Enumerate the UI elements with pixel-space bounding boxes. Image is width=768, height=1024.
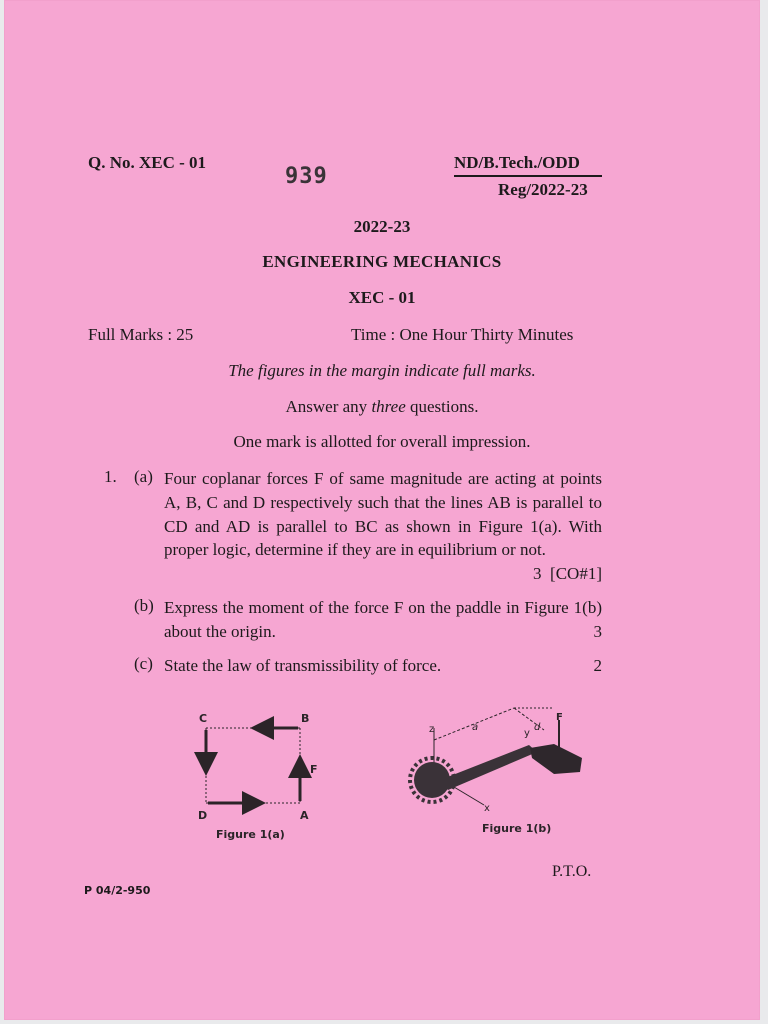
label-f-force: F	[556, 712, 563, 723]
answer-prefix: Answer any	[285, 397, 372, 416]
print-code: P 04/2-950	[84, 884, 151, 897]
part-b-marks: 3	[593, 621, 602, 641]
figure-1b-diagram	[404, 700, 589, 815]
part-a-marks-co	[533, 562, 602, 586]
reg-code: Reg/2022-23	[498, 180, 588, 199]
question-1-number: 1.	[104, 467, 117, 486]
exam-sheet	[4, 0, 760, 1020]
pto-note: P.T.O.	[552, 863, 592, 880]
answer-suffix: questions.	[405, 397, 479, 416]
header-rule	[454, 175, 602, 177]
label-d: D	[198, 809, 208, 822]
answer-instruction	[4, 397, 760, 417]
exam-year: 2022-23	[353, 217, 411, 236]
stamp-number: 939	[285, 164, 328, 189]
gear-wheel	[414, 762, 450, 798]
impression-note: One mark is allotted for overall impression.	[233, 432, 531, 451]
part-a-co: [CO#1]	[550, 564, 602, 584]
paddle-arm	[440, 745, 537, 790]
part-a-text	[164, 467, 602, 586]
label-x: x	[484, 803, 490, 814]
part-c-marks: 2	[593, 656, 602, 675]
part-a-label: (a)	[134, 467, 153, 486]
part-a-body: Four coplanar forces F of same magnitude are acting at points A, B, C and D respectively such that the lines AB is parallel to CD and AD is parallel to BC as shown in Figure 1(a). With proper logic, determine if they are in equilibrium or not.	[164, 469, 602, 560]
part-b-label: (b)	[134, 596, 154, 615]
part-c-label: (c)	[134, 654, 153, 673]
part-c-body: State the law of transmissibility of force.	[164, 656, 442, 675]
part-a-marks: 3	[533, 564, 542, 584]
label-b: B	[301, 712, 310, 725]
part-c-text	[164, 654, 602, 678]
label-a: A	[300, 809, 309, 822]
answer-emphasis: three	[371, 397, 406, 416]
label-d-dim: d	[534, 722, 541, 733]
paddle-blade	[530, 744, 582, 774]
label-f: F	[310, 763, 318, 776]
label-z: z	[429, 724, 435, 735]
label-c: C	[199, 712, 208, 725]
figure-1b-caption: Figure 1(b)	[482, 822, 552, 835]
part-b-body: Express the moment of the force F on the paddle in Figure 1(b) about the origin.	[164, 598, 602, 641]
subject-code: XEC - 01	[348, 288, 416, 307]
time-allowed: Time : One Hour Thirty Minutes	[351, 325, 574, 344]
label-a-dim: a	[472, 722, 479, 733]
figure-1a-diagram	[190, 708, 330, 838]
margin-note: The figures in the margin indicate full marks.	[228, 361, 536, 380]
subject-title: ENGINEERING MECHANICS	[262, 252, 502, 271]
figure-1a-caption: Figure 1(a)	[216, 828, 285, 841]
label-y: y	[524, 728, 530, 739]
full-marks: Full Marks : 25	[88, 325, 194, 344]
question-number: Q. No. XEC - 01	[88, 153, 207, 172]
part-b-text	[164, 596, 602, 644]
course-code: ND/B.Tech./ODD	[454, 153, 580, 172]
